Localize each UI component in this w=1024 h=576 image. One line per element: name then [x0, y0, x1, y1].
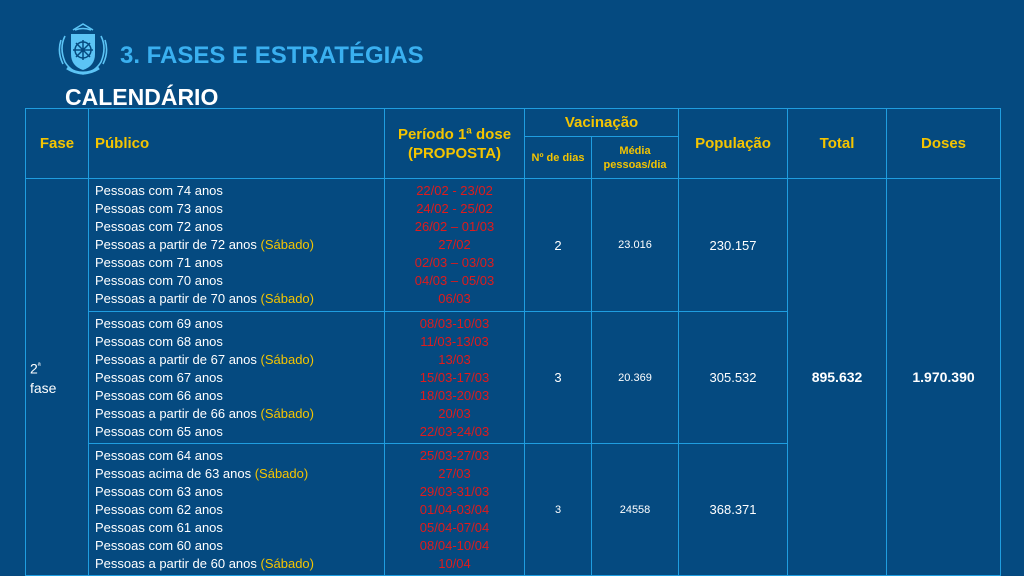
total-cell: 895.632	[788, 179, 887, 576]
table-row	[26, 179, 1001, 312]
periodo-date: 02/03 – 03/03	[414, 255, 495, 270]
publico-cell	[89, 444, 385, 576]
periodo-date: 27/03	[438, 465, 471, 481]
publico-line: Pessoas a partir de 66 anos (Sábado)	[95, 405, 314, 421]
publico-line: Pessoas com 69 anos	[95, 315, 223, 331]
fase-label: fase	[30, 380, 57, 397]
fase-number: 2	[30, 360, 38, 377]
periodo-cell	[385, 444, 525, 576]
header-doses: Doses	[887, 109, 1001, 179]
publico-line: Pessoas com 72 anos	[95, 219, 223, 234]
header-media: Média pessoas/dia	[592, 137, 679, 179]
section-subtitle: CALENDÁRIO	[65, 84, 219, 110]
publico-line: Pessoas a partir de 72 anos (Sábado)	[95, 237, 314, 252]
periodo-date: 04/03 – 05/03	[414, 273, 495, 288]
populacao-cell: 230.157	[679, 179, 788, 312]
populacao-cell: 368.371	[679, 444, 788, 576]
dias-cell: 3	[525, 312, 592, 444]
publico-line: Pessoas a partir de 60 anos (Sábado)	[95, 555, 314, 571]
header-dias: Nº de dias	[525, 137, 592, 179]
publico-line: Pessoas com 60 anos	[95, 537, 223, 553]
publico-line: Pessoas com 63 anos	[95, 483, 223, 499]
periodo-date: 18/03-20/03	[419, 387, 490, 403]
periodo-date: 06/03	[438, 291, 471, 306]
media-cell: 24558	[592, 444, 679, 576]
calendar-table	[25, 108, 1001, 576]
header-vacinacao: Vacinação	[525, 109, 679, 137]
periodo-date: 15/03-17/03	[419, 369, 490, 385]
publico-line: Pessoas com 73 anos	[95, 201, 223, 216]
periodo-date: 08/03-10/03	[419, 315, 490, 331]
publico-line: Pessoas acima de 63 anos (Sábado)	[95, 465, 309, 481]
periodo-date: 10/04	[438, 555, 471, 571]
periodo-date: 22/03-24/03	[419, 423, 490, 439]
header-populacao: População	[679, 109, 788, 179]
publico-line: Pessoas a partir de 70 anos (Sábado)	[95, 291, 314, 306]
periodo-date: 25/03-27/03	[419, 447, 490, 463]
publico-line: Pessoas a partir de 67 anos (Sábado)	[95, 351, 314, 367]
periodo-date: 22/02 - 23/02	[416, 183, 493, 198]
publico-line: Pessoas com 74 anos	[95, 183, 223, 198]
periodo-date: 29/03-31/03	[419, 483, 490, 499]
fase-ordinal: ª	[37, 360, 41, 370]
header-periodo: Período 1ª dose (PROPOSTA)	[385, 109, 525, 179]
periodo-date: 24/02 - 25/02	[416, 201, 493, 216]
media-cell: 20.369	[592, 312, 679, 444]
periodo-date: 01/04-03/04	[419, 501, 490, 517]
header-total: Total	[788, 109, 887, 179]
publico-line: Pessoas com 68 anos	[95, 333, 223, 349]
media-cell: 23.016	[592, 179, 679, 312]
publico-line: Pessoas com 62 anos	[95, 501, 223, 517]
dias-cell: 3	[525, 444, 592, 576]
dias-cell: 2	[525, 179, 592, 312]
periodo-date: 20/03	[438, 405, 471, 421]
periodo-date: 08/04-10/04	[419, 537, 490, 553]
periodo-cell	[385, 312, 525, 444]
publico-line: Pessoas com 67 anos	[95, 369, 223, 385]
periodo-date: 27/02	[438, 237, 471, 252]
periodo-date: 13/03	[438, 351, 471, 367]
publico-line: Pessoas com 64 anos	[95, 447, 223, 463]
publico-line: Pessoas com 66 anos	[95, 387, 223, 403]
doses-cell: 1.970.390	[887, 179, 1001, 576]
section-title: 3. FASES E ESTRATÉGIAS	[120, 42, 424, 69]
publico-line: Pessoas com 71 anos	[95, 255, 223, 270]
periodo-date: 26/02 – 01/03	[414, 219, 495, 234]
fase-cell	[26, 179, 89, 576]
header-publico: Público	[89, 109, 385, 179]
populacao-cell: 305.532	[679, 312, 788, 444]
publico-line: Pessoas com 61 anos	[95, 519, 223, 535]
publico-cell	[89, 312, 385, 444]
periodo-date: 05/04-07/04	[419, 519, 490, 535]
publico-line: Pessoas com 65 anos	[95, 423, 223, 439]
periodo-cell	[385, 179, 525, 312]
header-fase: Fase	[26, 109, 89, 179]
publico-line: Pessoas com 70 anos	[95, 273, 223, 288]
publico-cell	[89, 179, 385, 312]
coat-of-arms-logo	[57, 22, 109, 76]
periodo-date: 11/03-13/03	[420, 333, 489, 349]
